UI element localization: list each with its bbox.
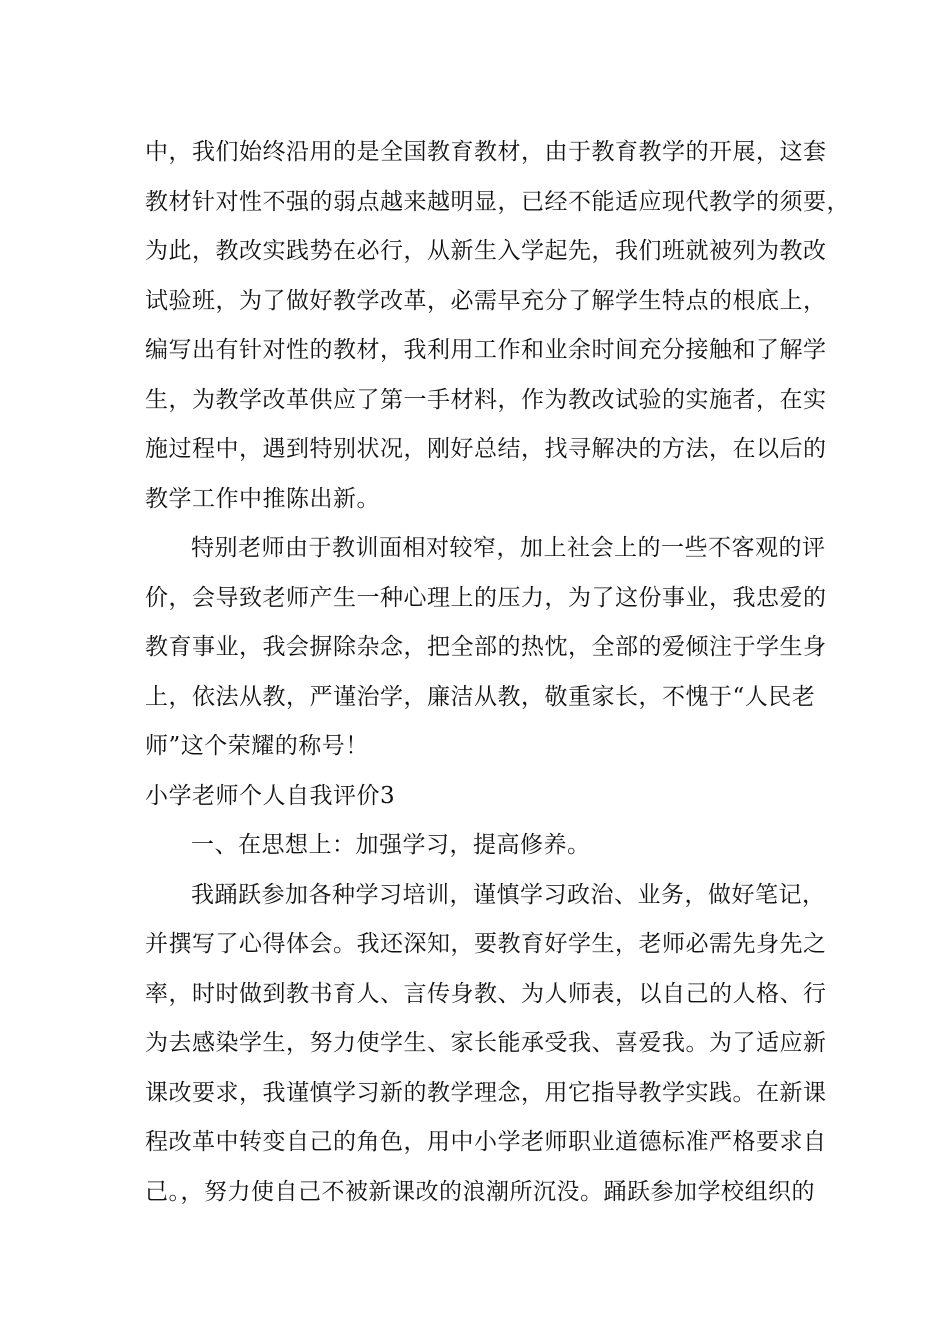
text-line: 为此，教改实践势在必行，从新生入学起先，我们班就被列为教改: [145, 238, 827, 264]
text-line: 课改要求，我谨慎学习新的教学理念，用它指导教学实践。在新课: [145, 1079, 827, 1106]
text-line: 我踊跃参加各种学习培训，谨慎学习政治、业务，做好笔记，: [191, 881, 826, 908]
text-line: 教材针对性不强的弱点越来越明显，已经不能适应现代教学的须要，: [145, 188, 850, 215]
text-line: 生，为教学改革供应了第一手材料，作为教改试验的实施者，在实: [145, 386, 827, 413]
text-line: 教学工作中推陈出新。: [145, 485, 380, 512]
text-line: 上，依法从教，严谨治学，廉洁从教，敬重家长，不愧于“人民老: [145, 683, 816, 710]
text-line: 教育事业，我会摒除杂念，把全部的热忱，全部的爱倾注于学生身: [145, 634, 827, 660]
text-line: 价，会导致老师产生一种心理上的压力，为了这份事业，我忠爱的: [145, 584, 827, 611]
text-line: 特别老师由于教训面相对较窄，加上社会上的一些不客观的评: [191, 535, 826, 561]
section-heading: 小学老师个人自我评价3: [145, 782, 396, 809]
text-line: 程改革中转变自己的角色，用中小学老师职业道德标准严格要求自: [145, 1129, 827, 1155]
text-line: 施过程中，遇到特别状况，刚好总结，找寻解决的方法，在以后的: [145, 436, 827, 462]
text-line: 为去感染学生，努力使学生、家长能承受我、喜爱我。为了适应新: [145, 1030, 827, 1056]
text-line: 编写出有针对性的教材，我利用工作和业余时间充分接触和了解学: [145, 337, 827, 363]
text-line: 中，我们始终沿用的是全国教育教材，由于教育教学的开展，这套: [145, 139, 827, 165]
document-body: [145, 128, 850, 1217]
text-line: 师”这个荣耀的称号！: [145, 733, 369, 759]
text-line: 并撰写了心得体会。我还深知，要教育好学生，老师必需先身先之: [145, 931, 827, 957]
text-line: 己。，努力使自己不被新课改的浪潮所沉没。踊跃参加学校组织的: [145, 1178, 815, 1205]
text-line: 率，时时做到教书育人、言传身教、为人师表，以自己的人格、行: [145, 980, 827, 1007]
text-line: 一、在思想上：加强学习，提高修养。: [191, 832, 591, 858]
text-line: 试验班，为了做好教学改革，必需早充分了解学生特点的根底上，: [145, 287, 827, 314]
